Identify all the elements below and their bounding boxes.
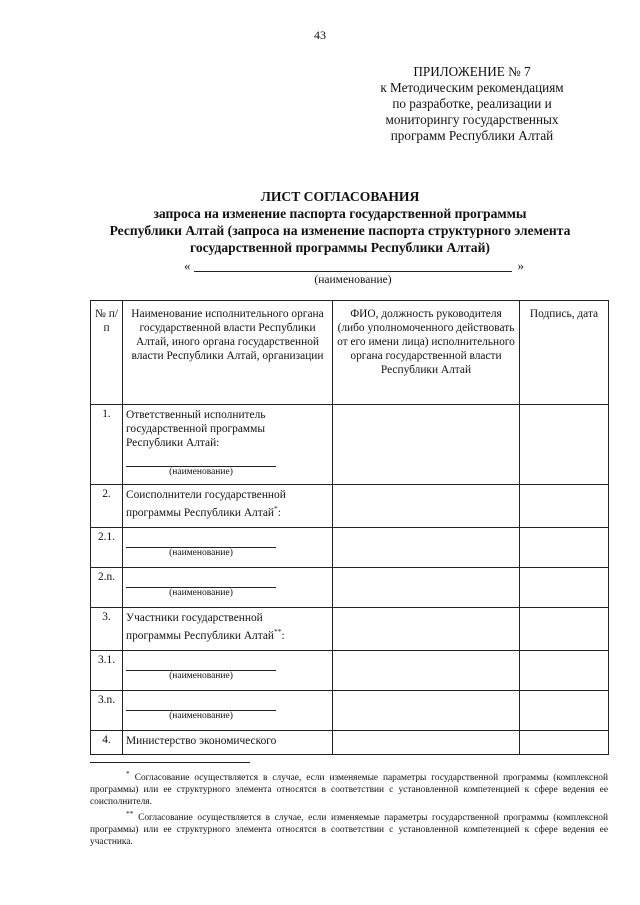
- header-fio: ФИО, должность руководителя (либо уполномоченного действовать от его имени лица) исполнительного органа государственной власти Республики Алтай: [333, 301, 520, 405]
- appendix-line: к Методическим рекомендациям: [380, 80, 564, 95]
- row-number: 2.n.: [91, 568, 123, 608]
- table-row: [91, 405, 609, 485]
- name-caption: (наименование): [169, 671, 233, 681]
- title-line: запроса на изменение паспорта государственной программы: [153, 206, 527, 221]
- row-number: 4.: [91, 731, 123, 755]
- row-description: [123, 485, 333, 528]
- signature-cell[interactable]: [520, 528, 609, 568]
- title-heading: ЛИСТ СОГЛАСОВАНИЯ: [260, 189, 420, 204]
- appendix-line: по разработке, реализации и: [392, 96, 552, 111]
- title-line: Республики Алтай (запроса на изменение паспорта структурного элемента: [109, 223, 571, 238]
- name-caption: (наименование): [169, 548, 233, 558]
- table-row: [91, 691, 609, 731]
- appendix-line: программ Республики Алтай: [390, 128, 554, 143]
- appendix-header: [342, 64, 602, 144]
- appendix-line: мониторингу государственных: [385, 112, 559, 127]
- footnotes: [90, 768, 608, 848]
- row-number: 3.: [91, 608, 123, 651]
- footnote: [90, 768, 608, 808]
- row-colon: :: [277, 506, 281, 519]
- name-underline: [126, 452, 276, 467]
- row-text: Участники государственной: [126, 612, 263, 624]
- name-underline: [126, 533, 276, 548]
- fio-cell[interactable]: [333, 731, 520, 755]
- table-row: [91, 485, 609, 528]
- row-text: Ответственный исполнитель: [126, 409, 266, 421]
- table-row: [91, 651, 609, 691]
- table-row: [91, 608, 609, 651]
- page-number: 43: [314, 28, 326, 42]
- row-number: 3.n.: [91, 691, 123, 731]
- fio-cell[interactable]: [333, 691, 520, 731]
- title-line: государственной программы Республики Алтай): [190, 240, 490, 255]
- appendix-title: ПРИЛОЖЕНИЕ № 7: [413, 64, 531, 79]
- fio-cell[interactable]: [333, 651, 520, 691]
- row-description: [123, 528, 333, 568]
- signature-cell[interactable]: [520, 651, 609, 691]
- document-title: [70, 188, 610, 256]
- row-description: [123, 405, 333, 485]
- signature-cell[interactable]: [520, 608, 609, 651]
- footnote-text: Согласование осуществляется в случае, если изменяемые параметры государственной программы (комплексной программы) или ее структурного элемента относятся в соответствии с установленной компетенцией к сфере ведения ее соисполнителя.: [90, 773, 608, 808]
- row-text: Республики Алтай:: [126, 437, 220, 449]
- fio-cell[interactable]: [333, 405, 520, 485]
- name-caption: (наименование): [314, 274, 392, 286]
- row-number: 2.: [91, 485, 123, 528]
- table-row: [91, 528, 609, 568]
- row-description: [123, 568, 333, 608]
- fio-cell[interactable]: [333, 485, 520, 528]
- row-colon: :: [281, 629, 285, 642]
- open-quote: «: [184, 258, 191, 273]
- signature-cell[interactable]: [520, 691, 609, 731]
- footnote-marker: *: [274, 504, 278, 513]
- row-description: [123, 651, 333, 691]
- name-underline: [126, 696, 276, 711]
- name-underline: [126, 656, 276, 671]
- table-header-row: [91, 301, 609, 405]
- table-row: [91, 731, 609, 755]
- name-underline: [194, 271, 512, 272]
- row-description: [123, 691, 333, 731]
- row-description: [123, 731, 333, 755]
- fio-cell[interactable]: [333, 608, 520, 651]
- name-underline: [126, 573, 276, 588]
- header-organ: Наименование исполнительного органа государственной власти Республики Алтай, иного органа государственной власти Республики Алтай, организации: [123, 301, 333, 405]
- header-sign: Подпись, дата: [520, 301, 609, 405]
- fio-cell[interactable]: [333, 528, 520, 568]
- name-caption: (наименование): [169, 588, 233, 598]
- name-caption: (наименование): [169, 467, 233, 477]
- row-number: 1.: [91, 405, 123, 485]
- footnote-text: Согласование осуществляется в случае, если изменяемые параметры государственной программы (комплексной программы) или ее структурного элемента относятся в соответствии с установленной компетенцией к сфере ведения ее участника.: [90, 813, 608, 848]
- close-quote: »: [517, 258, 524, 273]
- row-number: 2.1.: [91, 528, 123, 568]
- table-row: [91, 568, 609, 608]
- row-description: [123, 608, 333, 651]
- signature-cell[interactable]: [520, 568, 609, 608]
- header-num: № п/п: [91, 301, 123, 405]
- row-number: 3.1.: [91, 651, 123, 691]
- footnote: [90, 808, 608, 848]
- footnote-divider: [90, 762, 250, 763]
- signature-cell[interactable]: [520, 731, 609, 755]
- row-text: Соисполнители государственной: [126, 489, 286, 501]
- signature-cell[interactable]: [520, 405, 609, 485]
- name-caption: (наименование): [169, 711, 233, 721]
- signature-cell[interactable]: [520, 485, 609, 528]
- row-text: программы Республики Алтай: [126, 506, 274, 519]
- row-text: государственной программы: [126, 423, 266, 435]
- row-text: программы Республики Алтай: [126, 629, 274, 642]
- footnote-marker: **: [126, 809, 134, 819]
- footnote-marker: *: [126, 769, 130, 778]
- approval-table: [90, 300, 609, 755]
- footnote-marker: **: [274, 627, 282, 636]
- row-text: Министерство экономического: [126, 735, 277, 747]
- fio-cell[interactable]: [333, 568, 520, 608]
